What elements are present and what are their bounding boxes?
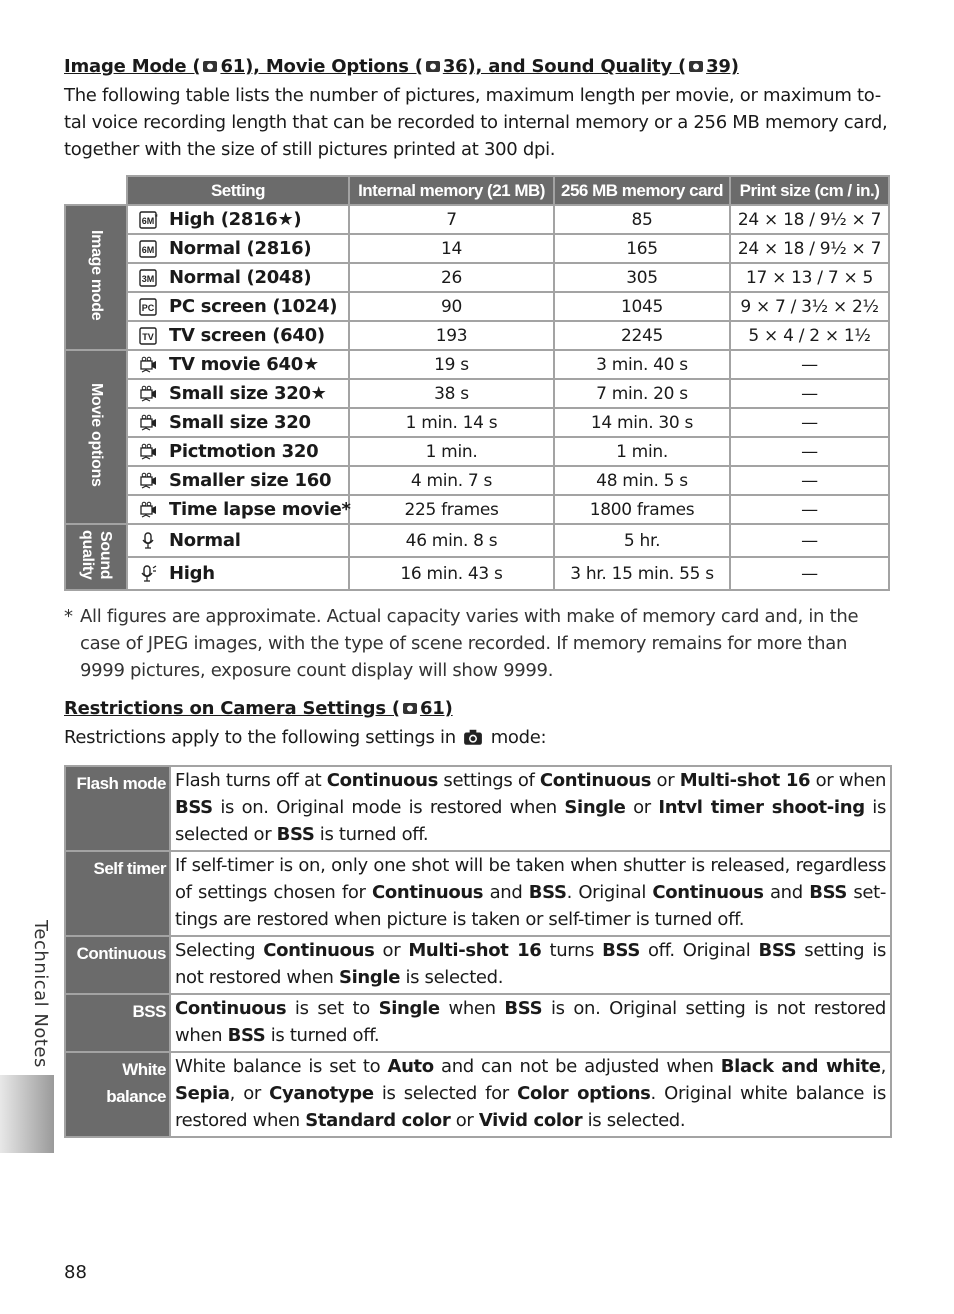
mode-icon xyxy=(127,557,167,590)
setting-name: Normal (2816) xyxy=(167,234,349,263)
print-size-value: — xyxy=(730,495,889,524)
restriction-text: Continuous is set to Single when BSS is on. Original setting is not restored when BSS is turned off. xyxy=(170,994,891,1052)
header-print-size: Print size (cm / in.) xyxy=(730,176,889,205)
mic-high-icon xyxy=(139,565,157,583)
mode-icon xyxy=(127,292,167,321)
internal-memory-value: 193 xyxy=(349,321,554,350)
mode-icon xyxy=(127,408,167,437)
header-memory-card: 256 MB memory card xyxy=(554,176,730,205)
table-row xyxy=(65,495,889,524)
memory-card-value: 1 min. xyxy=(554,437,730,466)
side-tab-label: Technical Notes xyxy=(30,920,51,1068)
table-row xyxy=(65,350,889,379)
internal-memory-value: 14 xyxy=(349,234,554,263)
setting-name: Smaller size 160 xyxy=(167,466,349,495)
print-size-value: — xyxy=(730,408,889,437)
table-header-row xyxy=(65,176,889,205)
print-size-value: — xyxy=(730,350,889,379)
mode-icon xyxy=(127,379,167,408)
restriction-row xyxy=(65,936,891,994)
setting-name: TV screen (640) xyxy=(167,321,349,350)
memory-card-value: 85 xyxy=(554,205,730,234)
setting-name: Normal (2048) xyxy=(167,263,349,292)
internal-memory-value: 4 min. 7 s xyxy=(349,466,554,495)
memory-card-value: 305 xyxy=(554,263,730,292)
page-reference-icon xyxy=(402,700,418,716)
restriction-row xyxy=(65,1052,891,1137)
internal-memory-value: 46 min. 8 s xyxy=(349,524,554,557)
movie-tv-icon xyxy=(139,356,157,374)
print-size-value: 17 × 13 / 7 × 5 xyxy=(730,263,889,292)
restriction-label: BSS xyxy=(65,994,170,1052)
svg-text:TV: TV xyxy=(141,332,154,343)
svg-text:6M: 6M xyxy=(141,245,154,256)
group-movie-options: Movie options xyxy=(65,350,127,524)
print-size-value: 9 × 7 / 3½ × 2½ xyxy=(730,292,889,321)
mode-icon xyxy=(127,524,167,557)
print-size-value: — xyxy=(730,524,889,557)
mode-icon xyxy=(127,263,167,292)
print-size-value: — xyxy=(730,437,889,466)
mode-icon xyxy=(127,234,167,263)
internal-memory-value: 90 xyxy=(349,292,554,321)
restriction-label: Continuous xyxy=(65,936,170,994)
movie-smaller-icon xyxy=(139,472,157,490)
restriction-row xyxy=(65,766,891,851)
mode-icon xyxy=(127,466,167,495)
memory-card-value: 1045 xyxy=(554,292,730,321)
TV-icon xyxy=(139,327,157,345)
movie-lapse-icon xyxy=(139,501,157,519)
mode-icon xyxy=(127,495,167,524)
6M★-icon xyxy=(139,211,157,229)
internal-memory-value: 19 s xyxy=(349,350,554,379)
setting-name: Time lapse movie* xyxy=(167,495,349,524)
table-row xyxy=(65,234,889,263)
intro-paragraph: The following table lists the number of pictures, maximum length per movie, or maximum to-tal voice recording length that can be recorded to internal memory or a 256 MB memory card, together with the size of still pictures printed at 300 dpi. xyxy=(64,85,888,160)
internal-memory-value: 7 xyxy=(349,205,554,234)
internal-memory-value: 225 frames xyxy=(349,495,554,524)
3M-icon xyxy=(139,269,157,287)
internal-memory-value: 1 min. xyxy=(349,437,554,466)
page-number: 88 xyxy=(64,1262,87,1283)
table-row xyxy=(65,263,889,292)
memory-card-value: 2245 xyxy=(554,321,730,350)
table-row xyxy=(65,321,889,350)
memory-card-value: 7 min. 20 s xyxy=(554,379,730,408)
header-setting: Setting xyxy=(127,176,349,205)
setting-name: PC screen (1024) xyxy=(167,292,349,321)
mode-icon xyxy=(127,350,167,379)
PC-icon xyxy=(139,298,157,316)
setting-name: TV movie 640★ xyxy=(167,350,349,379)
internal-memory-value: 26 xyxy=(349,263,554,292)
internal-memory-value: 1 min. 14 s xyxy=(349,408,554,437)
restriction-text: If self-timer is on, only one shot will be taken when shutter is released, regardless of settings chosen for Continuous and BSS. Original Continuous and BSS set-tings are restored when picture is taken or self-timer is turned off. xyxy=(170,851,891,936)
memory-card-value: 3 hr. 15 min. 55 s xyxy=(554,557,730,590)
print-size-value: — xyxy=(730,466,889,495)
table-row xyxy=(65,379,889,408)
table-row xyxy=(65,557,889,590)
group-sound-quality: Sound quality xyxy=(65,524,127,590)
restriction-row xyxy=(65,994,891,1052)
restriction-text: Flash turns off at Continuous settings of Continuous or Multi-shot 16 or when BSS is on. Original mode is restored when Single or Intvl timer shoot-ing is selected or BSS is turned off. xyxy=(170,766,891,851)
image-mode-title: Image Mode ( 61), Movie Options ( 36), and Sound Quality ( 39) xyxy=(64,56,739,77)
svg-text:3M: 3M xyxy=(141,274,154,285)
restriction-label: White balance xyxy=(65,1052,170,1137)
table-row xyxy=(65,524,889,557)
side-tab-marker xyxy=(0,1075,54,1153)
page-reference-icon xyxy=(202,58,218,74)
restriction-text: White balance is set to Auto and can not be adjusted when Black and white, Sepia, or Cyanotype is selected for Color options. Original white balance is restored when Standard color or Vivid color is selected. xyxy=(170,1052,891,1137)
setting-name: Pictmotion 320 xyxy=(167,437,349,466)
setting-name: Small size 320★ xyxy=(167,379,349,408)
memory-card-value: 14 min. 30 s xyxy=(554,408,730,437)
print-size-value: 24 × 18 / 9½ × 7 xyxy=(730,234,889,263)
print-size-value: — xyxy=(730,557,889,590)
setting-name: Normal xyxy=(167,524,349,557)
table-row xyxy=(65,408,889,437)
restriction-label: Flash mode xyxy=(65,766,170,851)
restriction-label: Self timer xyxy=(65,851,170,936)
table-row xyxy=(65,466,889,495)
restrictions-table xyxy=(64,765,892,1138)
print-size-value: 5 × 4 / 2 × 1½ xyxy=(730,321,889,350)
mode-icon xyxy=(127,321,167,350)
memory-card-value: 165 xyxy=(554,234,730,263)
table-footnote: * All figures are approximate. Actual capacity varies with make of memory card and, in the case of JPEG images, with the type of scene recorded. If memory remains for more than 9999 pictures, exposure count display will show 9999. xyxy=(64,606,859,681)
mode-icon xyxy=(127,437,167,466)
memory-card-value: 5 hr. xyxy=(554,524,730,557)
setting-name: High (2816★) xyxy=(167,205,349,234)
restriction-text: Selecting Continuous or Multi-shot 16 turns BSS off. Original BSS setting is not restored when Single is selected. xyxy=(170,936,891,994)
movie-pict-icon xyxy=(139,443,157,461)
page-reference-icon xyxy=(688,58,704,74)
svg-text:6M: 6M xyxy=(141,216,154,227)
restriction-row xyxy=(65,851,891,936)
camera-icon xyxy=(463,728,483,746)
print-size-value: — xyxy=(730,379,889,408)
internal-memory-value: 38 s xyxy=(349,379,554,408)
restrictions-intro: Restrictions apply to the following settings in mode: xyxy=(64,727,547,748)
table-row xyxy=(65,437,889,466)
6M-icon xyxy=(139,240,157,258)
svg-text:PC: PC xyxy=(141,303,154,314)
group-image-mode: Image mode xyxy=(65,205,127,350)
restrictions-title: Restrictions on Camera Settings ( 61) xyxy=(64,698,453,719)
mic-normal-icon xyxy=(139,532,157,550)
print-size-value: 24 × 18 / 9½ × 7 xyxy=(730,205,889,234)
memory-card-value: 1800 frames xyxy=(554,495,730,524)
memory-card-value: 48 min. 5 s xyxy=(554,466,730,495)
movie-small2-icon xyxy=(139,414,157,432)
page-reference-icon xyxy=(425,58,441,74)
movie-small-icon xyxy=(139,385,157,403)
capacity-table xyxy=(64,175,890,591)
table-row xyxy=(65,205,889,234)
memory-card-value: 3 min. 40 s xyxy=(554,350,730,379)
table-row xyxy=(65,292,889,321)
internal-memory-value: 16 min. 43 s xyxy=(349,557,554,590)
header-internal-memory: Internal memory (21 MB) xyxy=(349,176,554,205)
mode-icon xyxy=(127,205,167,234)
svg-text:★: ★ xyxy=(153,213,158,220)
setting-name: Small size 320 xyxy=(167,408,349,437)
setting-name: High xyxy=(167,557,349,590)
